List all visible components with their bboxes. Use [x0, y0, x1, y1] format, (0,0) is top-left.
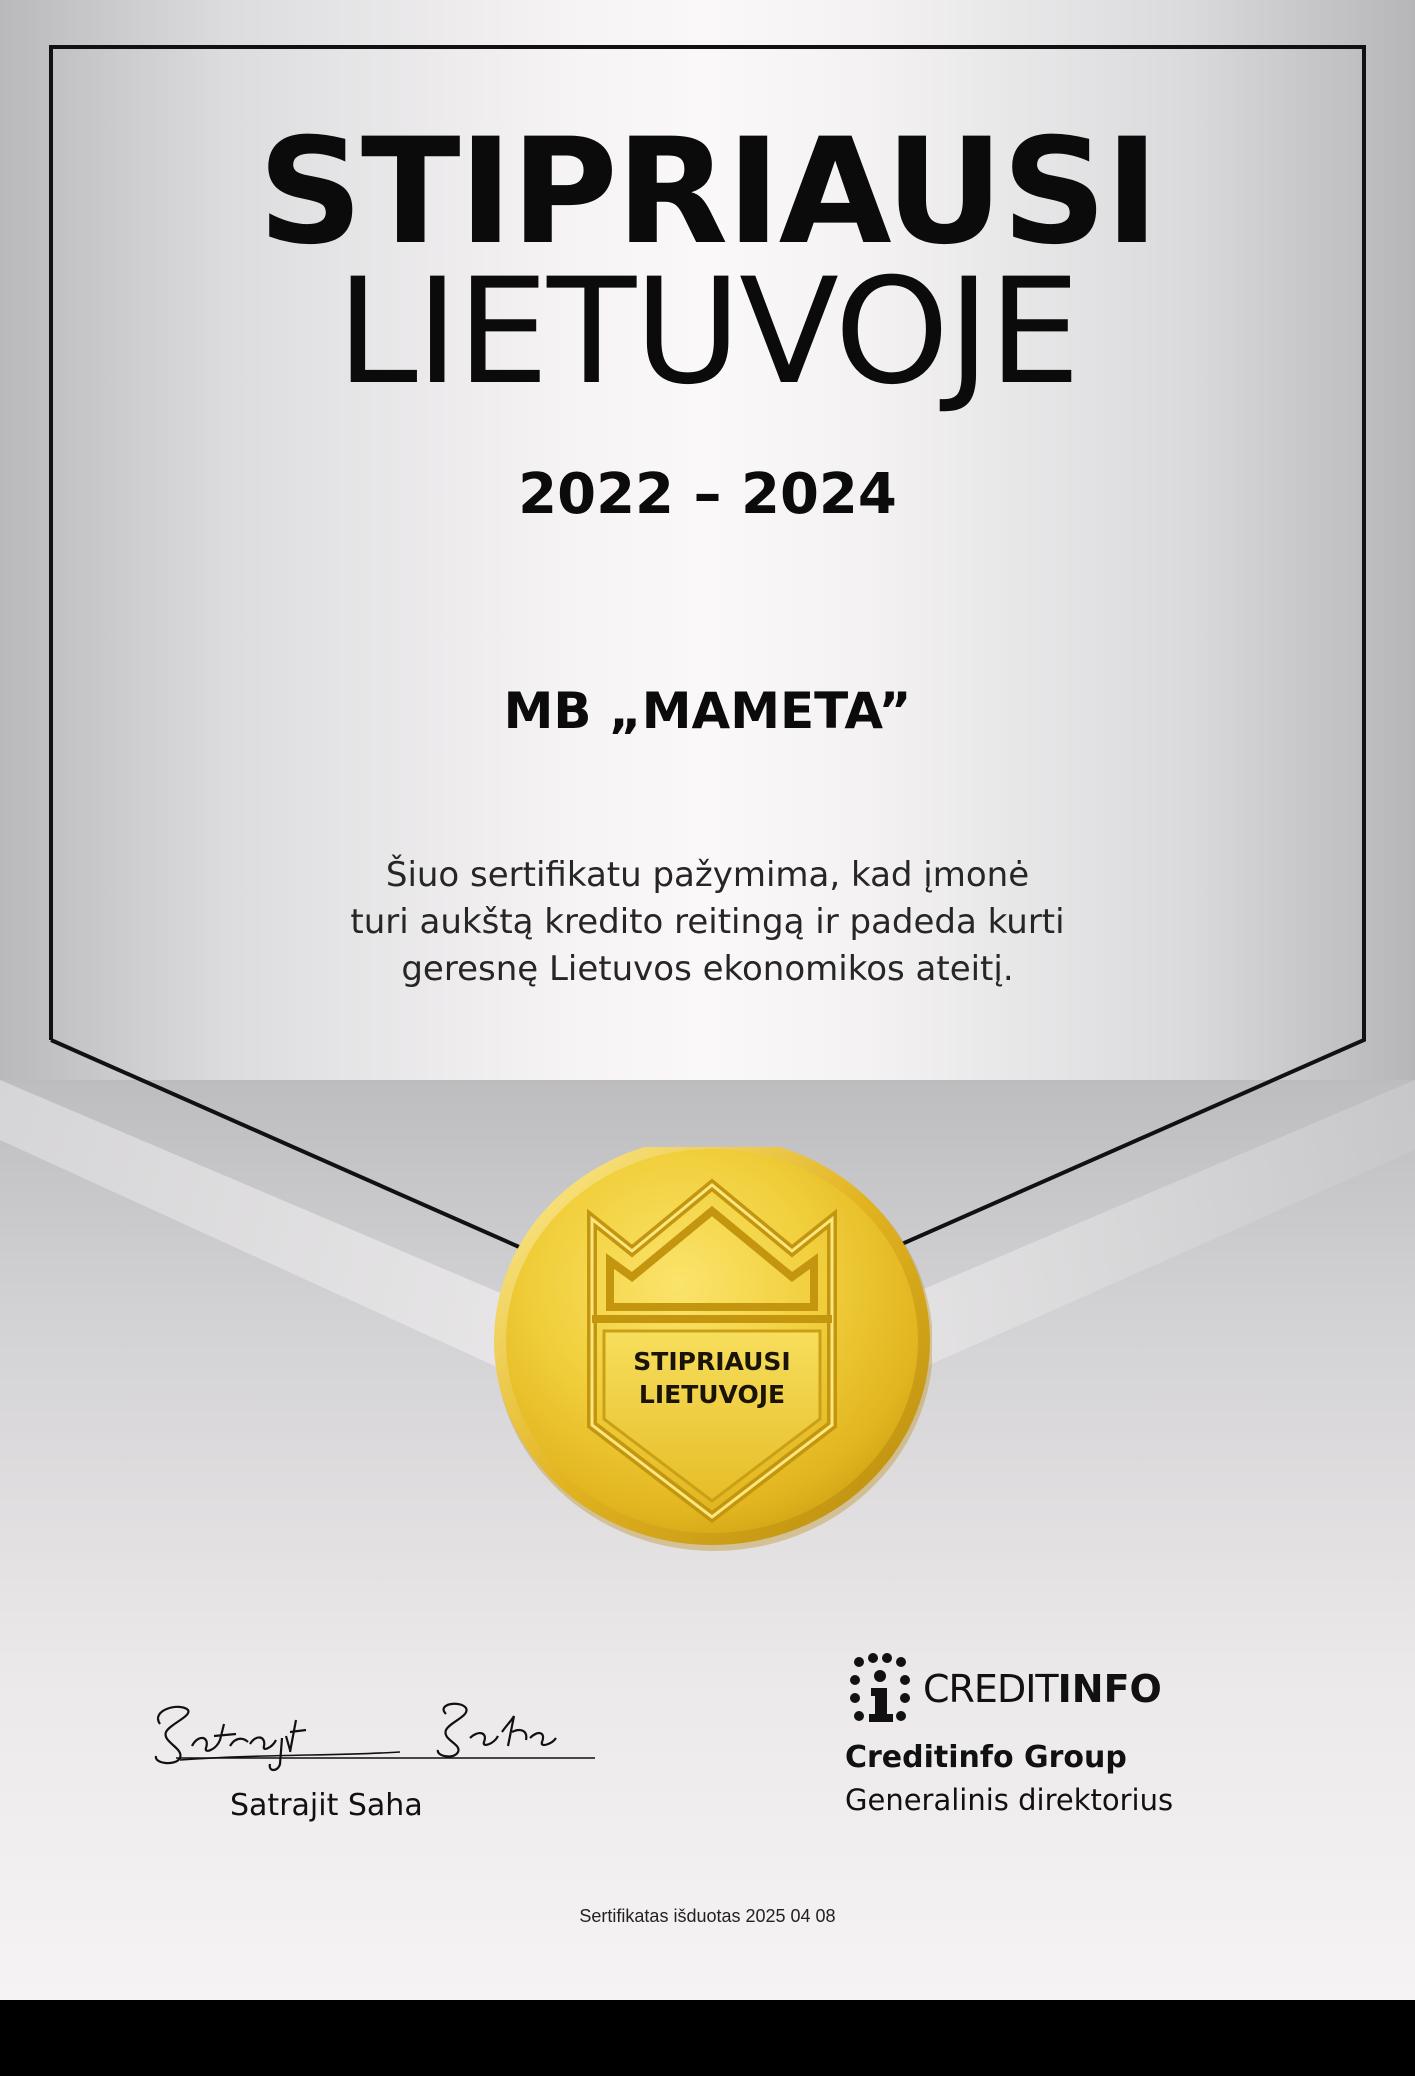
handwritten-signature	[140, 1680, 600, 1790]
medal-text-line-2: LIETUVOJE	[638, 1380, 786, 1409]
certificate-description	[0, 852, 1415, 993]
gold-medal-icon	[492, 1147, 932, 1557]
signature-block	[140, 1680, 600, 1830]
medal-text-line-1: STIPRIAUSI	[633, 1347, 791, 1376]
wordmark-info: INFO	[1057, 1667, 1162, 1711]
issuer-company: Creditinfo Group	[845, 1740, 1127, 1775]
issuer-role: Generalinis direktorius	[845, 1783, 1174, 1817]
description-line: geresnę Lietuvos ekonomikos ateitį.	[401, 949, 1014, 989]
creditinfo-wordmark	[923, 1666, 1162, 1712]
title-line-2: LIETUVOJE	[336, 247, 1079, 417]
bottom-black-bar	[0, 2000, 1415, 2076]
signatory-name: Satrajit Saha	[230, 1788, 423, 1823]
description-line: turi aukštą kredito reitingą ir padeda kurti	[350, 902, 1065, 942]
creditinfo-logo	[845, 1650, 1185, 1730]
company-name: MB „MAMETA”	[503, 682, 912, 740]
issued-date: Sertifikatas išduotas 2025 04 08	[579, 1906, 836, 1926]
years-range: 2022 – 2024	[518, 462, 897, 527]
title-line-1: STIPRIAUSI	[257, 107, 1158, 277]
creditinfo-i-dots-icon	[845, 1650, 915, 1730]
wordmark-credit: CREDIT	[923, 1667, 1058, 1711]
description-line: Šiuo sertifikatu pažymima, kad įmonė	[385, 855, 1030, 895]
